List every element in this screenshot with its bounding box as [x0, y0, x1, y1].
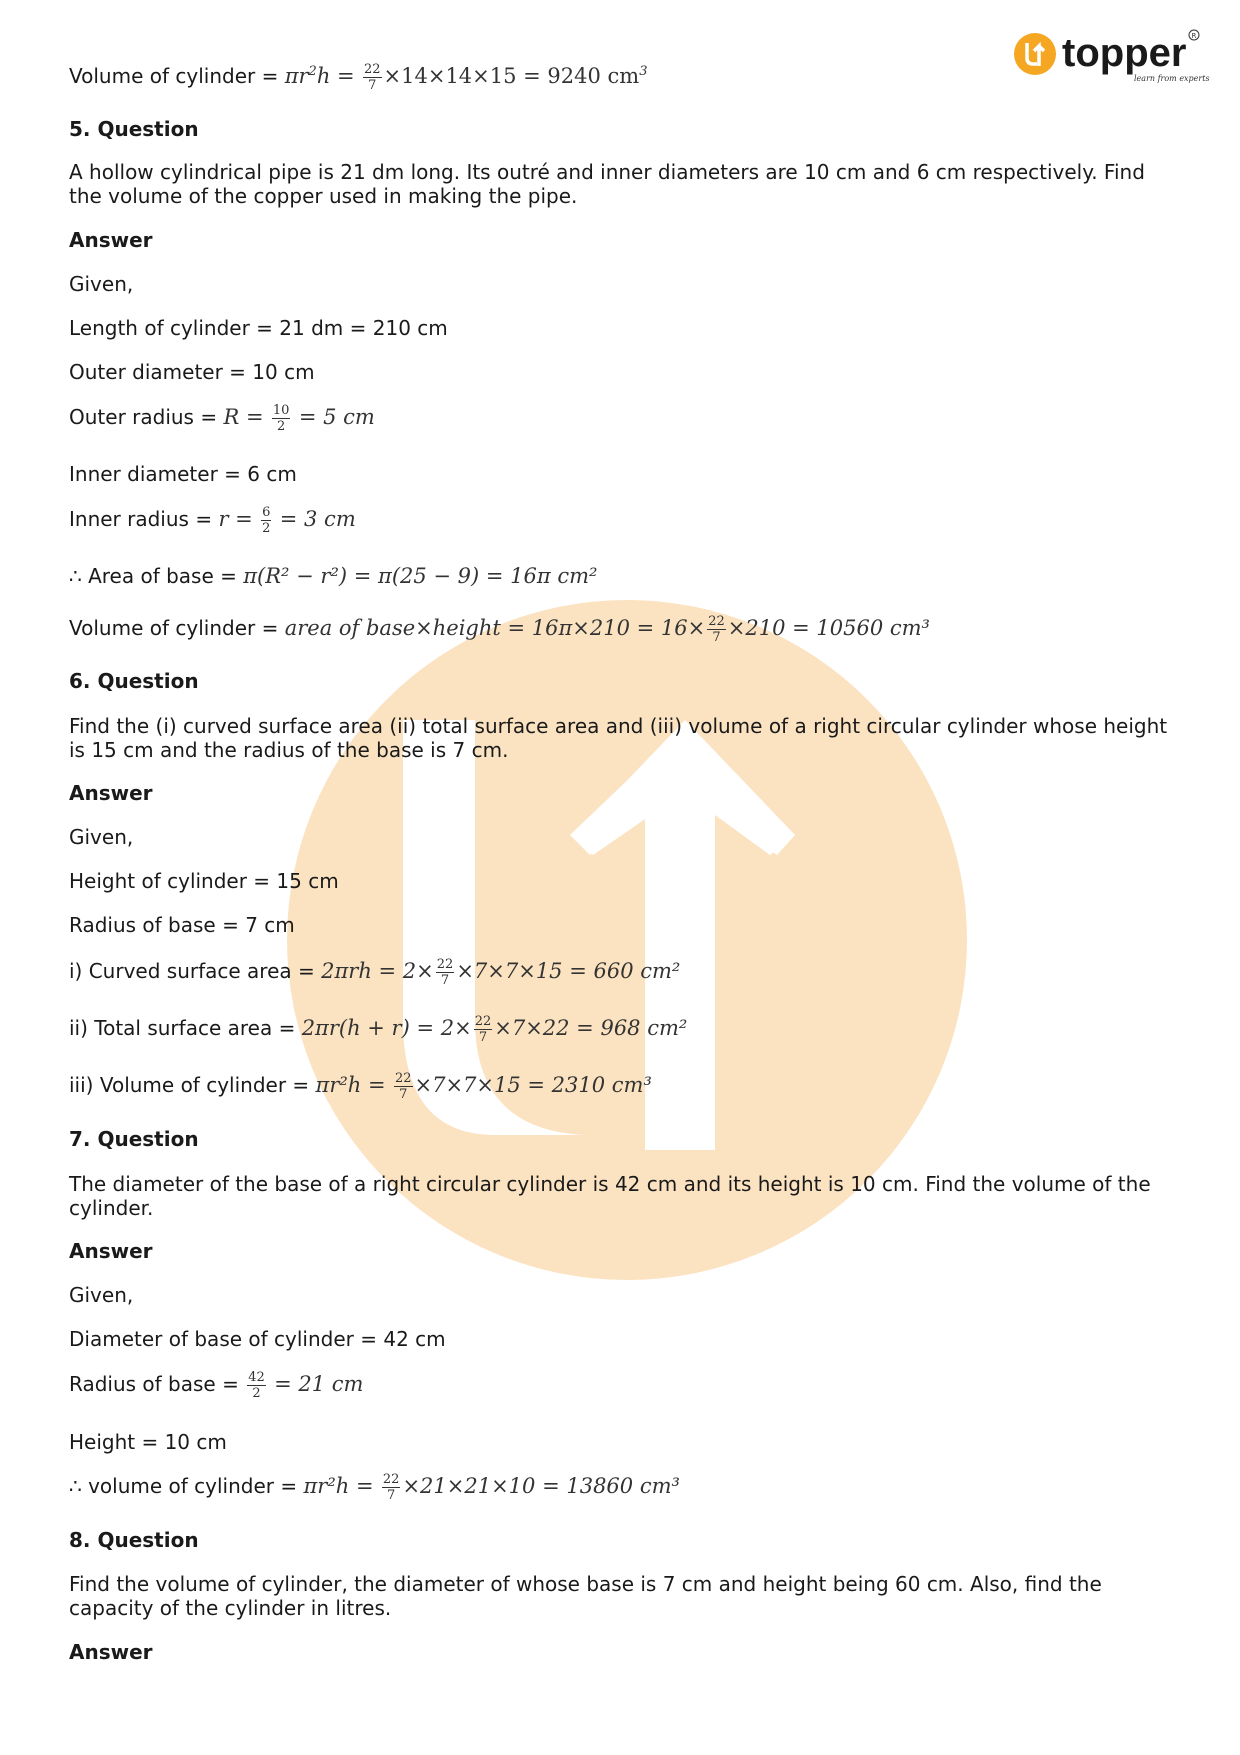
topper-logo [1012, 26, 1212, 98]
q5-area-of-base [69, 564, 597, 588]
math: 2πrh = 2× [321, 959, 434, 983]
fraction: $\frac{22}{7}$ [363, 62, 381, 93]
q7-diameter: Diameter of base of cylinder = 42 cm [69, 1327, 446, 1351]
fraction: $\frac{22}{7}$ [394, 1071, 412, 1102]
label: Outer radius = [69, 405, 218, 429]
label: Volume of cylinder = [69, 616, 279, 640]
math: ×21×21×10 = 13860 cm³ [402, 1474, 680, 1498]
q6-height: Height of cylinder = 15 cm [69, 869, 339, 893]
topper-logo-icon [1012, 26, 1212, 98]
q6-total-surface-area [69, 1014, 687, 1045]
math: = 3 cm [279, 507, 356, 531]
question-7-text: The diameter of the base of a right circular cylinder is 42 cm and its height is 10 cm. Find the volume of the cylinder. [69, 1172, 1151, 1220]
logo-wordmark: topper [1062, 31, 1187, 75]
math: ×14×14×15 = 9240 cm [383, 64, 640, 88]
fraction: $\frac{22}{7}$ [436, 957, 454, 988]
math: ×7×22 = 968 cm² [494, 1016, 688, 1040]
q5-given: Given, [69, 272, 134, 296]
q6-curved-surface-area [69, 957, 680, 988]
fraction: $\frac{6}{2}$ [262, 505, 271, 536]
math: area of base×height = 16π×210 = 16× [284, 616, 706, 640]
fraction: $\frac{22}{7}$ [382, 1472, 400, 1503]
question-7-answer: Answer [69, 1239, 153, 1263]
question-8-text: Find the volume of cylinder, the diameter of whose base is 7 cm and height being 60 cm. Also, find the capacity of the cylinder in litres. [69, 1572, 1102, 1620]
fraction: $\frac{22}{7}$ [708, 614, 725, 645]
question-6-answer: Answer [69, 781, 153, 805]
label: Volume of cylinder = [69, 64, 279, 88]
question-6-title: 6. Question [69, 669, 199, 693]
label: ∴ volume of cylinder = [69, 1474, 298, 1498]
label: Radius of base = [69, 1372, 239, 1396]
q5-length: Length of cylinder = 21 dm = 210 cm [69, 316, 448, 340]
q5-volume [69, 614, 930, 645]
q5-inner-diameter: Inner diameter = 6 cm [69, 462, 297, 486]
q7-given: Given, [69, 1283, 134, 1307]
q7-height: Height = 10 cm [69, 1430, 227, 1454]
q6-volume [69, 1071, 652, 1102]
math: π(R² − r²) = π(25 − 9) = 16π cm² [243, 564, 598, 588]
fraction: $\frac{42}{2}$ [248, 1370, 265, 1401]
math: πr²h = [315, 1073, 386, 1097]
logo-tagline: learn from experts [1134, 74, 1210, 83]
question-8-answer: Answer [69, 1640, 153, 1664]
question-5-answer: Answer [69, 228, 153, 252]
q6-radius: Radius of base = 7 cm [69, 913, 295, 937]
math: 2πr(h + r) = 2× [301, 1016, 472, 1040]
label: iii) Volume of cylinder = [69, 1073, 310, 1097]
question-5-text: A hollow cylindrical pipe is 21 dm long. Its outré and inner diameters are 10 cm and 6 cm respectively. Find the volume of the copper used in making the pipe. [69, 160, 1145, 208]
label: ii) Total surface area = [69, 1016, 296, 1040]
label: i) Curved surface area = [69, 959, 315, 983]
label: Inner radius = [69, 507, 213, 531]
q7-volume [69, 1472, 680, 1503]
math: ×7×7×15 = 660 cm² [456, 959, 681, 983]
math: = 5 cm [298, 405, 375, 429]
prev-volume-line: Volume of cylinder = $\pi r^2h$ = $\frac{22}{7}$ ×14×14×15 = 9240 $cm^3$ [69, 62, 648, 93]
math: = 21 cm [274, 1372, 364, 1396]
math: ×210 = 10560 cm³ [727, 616, 930, 640]
math: πr²h = [303, 1474, 374, 1498]
q7-radius [69, 1370, 363, 1401]
math: R = [223, 405, 264, 429]
math: h = [316, 64, 355, 88]
q6-given: Given, [69, 825, 134, 849]
svg-text:R: R [1191, 32, 1197, 40]
question-5-title: 5. Question [69, 117, 199, 141]
question-6-text: Find the (i) curved surface area (ii) total surface area and (iii) volume of a right circular cylinder whose height is 15 cm and the radius of the base is 7 cm. [69, 714, 1168, 762]
question-7-title: 7. Question [69, 1127, 199, 1151]
q5-inner-radius [69, 505, 356, 536]
math: r = [218, 507, 253, 531]
math: ×7×7×15 = 2310 cm³ [414, 1073, 652, 1097]
label: ∴ Area of base = [69, 564, 237, 588]
q5-outer-radius [69, 403, 375, 434]
math: πr [284, 64, 309, 88]
question-8-title: 8. Question [69, 1528, 199, 1552]
q5-outer-diameter: Outer diameter = 10 cm [69, 360, 315, 384]
fraction: $\frac{22}{7}$ [474, 1014, 492, 1045]
fraction: $\frac{10}{2}$ [272, 403, 290, 434]
